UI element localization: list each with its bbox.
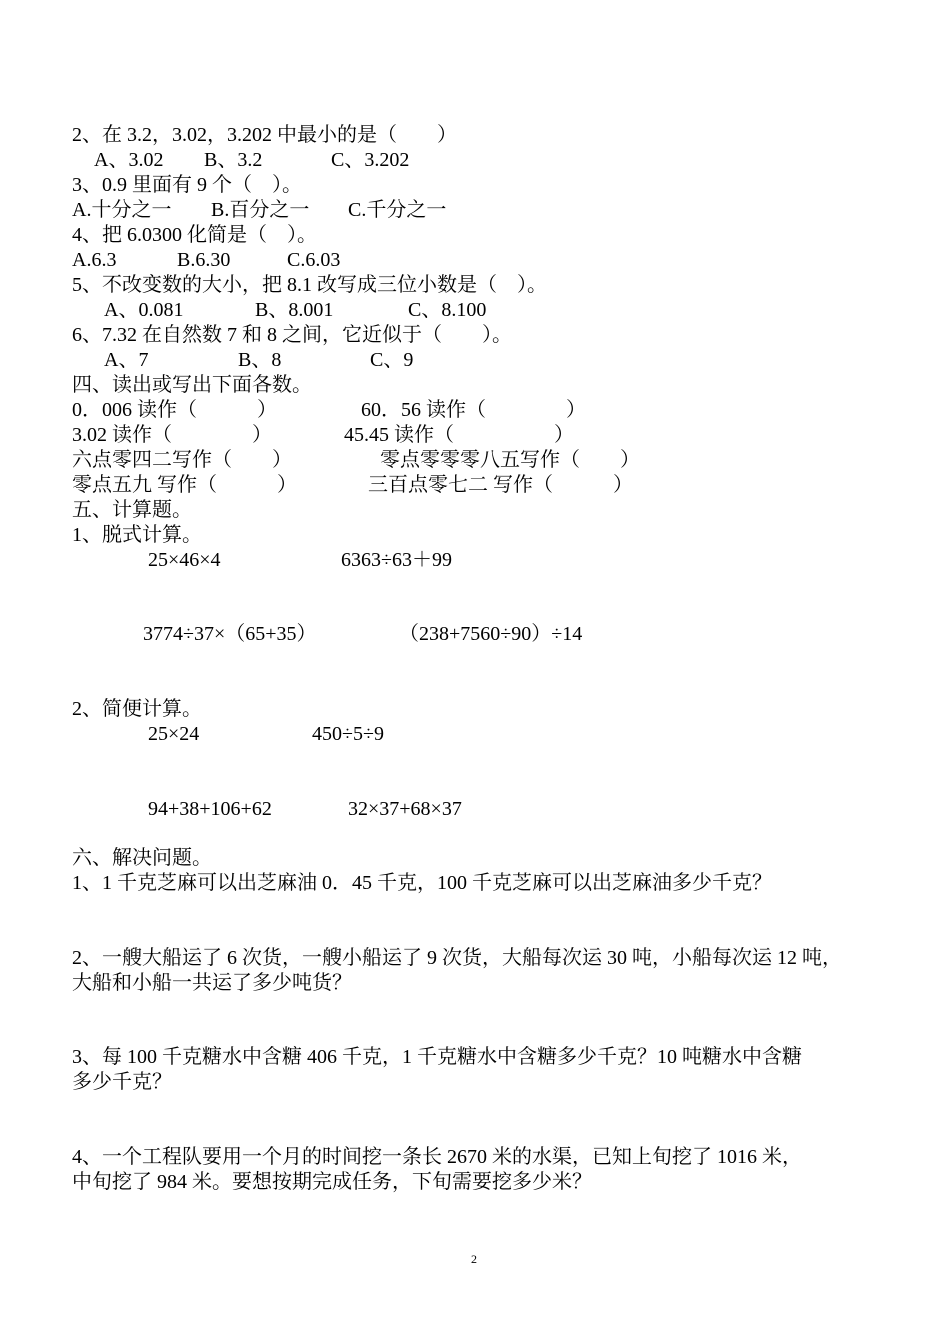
expression: 94+38+106+62	[148, 798, 272, 820]
q4-option-c: C.6.03	[287, 249, 341, 271]
word-problem-3-cont: 多少千克？	[72, 1071, 172, 1093]
word-problem-3: 3、每 100 千克糖水中含糖 406 千克，1 千克糖水中含糖多少千克？10 吨糖水中含糖	[72, 1046, 802, 1068]
question-3: 3、0.9 里面有 9 个（ ）。	[72, 174, 302, 196]
subsection-simple-calc: 2、简便计算。	[72, 698, 202, 720]
write-item-1: 六点零四二写作（ ）	[72, 449, 292, 471]
q6-option-c: C、9	[370, 349, 414, 371]
question-4: 4、把 6.0300 化简是（ ）。	[72, 224, 317, 246]
section-6-heading: 六、解决问题。	[72, 847, 212, 869]
q5-option-a: A、0.081	[104, 299, 184, 321]
section-4-heading: 四、读出或写出下面各数。	[72, 374, 312, 396]
write-item-2: 零点零零零八五写作（ ）	[380, 449, 640, 471]
q4-option-a: A.6.3	[72, 249, 117, 271]
read-item-1: 0．006 读作（ ）	[72, 399, 277, 421]
page-number: 2	[471, 1252, 477, 1266]
question-2: 2、在 3.2，3.02，3.202 中最小的是（ ）	[72, 124, 457, 146]
question-6: 6、7.32 在自然数 7 和 8 之间，它近似于（ ）。	[72, 324, 512, 346]
word-problem-4: 4、一个工程队要用一个月的时间挖一条长 2670 米的水渠，已知上旬挖了 1016 米，	[72, 1146, 802, 1168]
question-5: 5、不改变数的大小，把 8.1 改写成三位小数是（ ）。	[72, 274, 547, 296]
q5-option-b: B、8.001	[255, 299, 334, 321]
q6-option-a: A、7	[104, 349, 149, 371]
q2-option-c: C、3.202	[331, 149, 410, 171]
write-item-3: 零点五九 写作（ ）	[72, 474, 297, 496]
q4-option-b: B.6.30	[177, 249, 231, 271]
q6-option-b: B、8	[238, 349, 282, 371]
q2-option-a: A、3.02	[94, 149, 164, 171]
q3-option-c: C.千分之一	[348, 199, 447, 221]
expression: 32×37+68×37	[348, 798, 462, 820]
read-item-4: 45.45 读作（ ）	[344, 424, 574, 446]
expression: 6363÷63＋99	[341, 549, 452, 571]
read-item-3: 3.02 读作（ ）	[72, 424, 272, 446]
expression: （238+7560÷90）÷14	[399, 623, 583, 645]
q3-option-a: A.十分之一	[72, 199, 172, 221]
q3-option-b: B.百分之一	[211, 199, 310, 221]
subsection-step-calc: 1、脱式计算。	[72, 524, 202, 546]
expression: 25×24	[148, 723, 200, 745]
expression: 450÷5÷9	[312, 723, 384, 745]
q2-option-b: B、3.2	[204, 149, 263, 171]
word-problem-2-cont: 大船和小船一共运了多少吨货？	[72, 972, 352, 994]
word-problem-4-cont: 中旬挖了 984 米。要想按期完成任务，下旬需要挖多少米？	[72, 1171, 592, 1193]
expression: 25×46×4	[148, 549, 221, 571]
write-item-4: 三百点零七二 写作（ ）	[368, 474, 633, 496]
q5-option-c: C、8.100	[408, 299, 487, 321]
word-problem-1: 1、1 千克芝麻可以出芝麻油 0．45 千克，100 千克芝麻可以出芝麻油多少千克？	[72, 872, 772, 894]
word-problem-2: 2、一艘大船运了 6 次货，一艘小船运了 9 次货，大船每次运 30 吨，小船每次运 12 吨，	[72, 947, 842, 969]
expression: 3774÷37×（65+35）	[143, 623, 317, 645]
read-item-2: 60．56 读作（ ）	[361, 399, 586, 421]
section-5-heading: 五、计算题。	[72, 499, 192, 521]
